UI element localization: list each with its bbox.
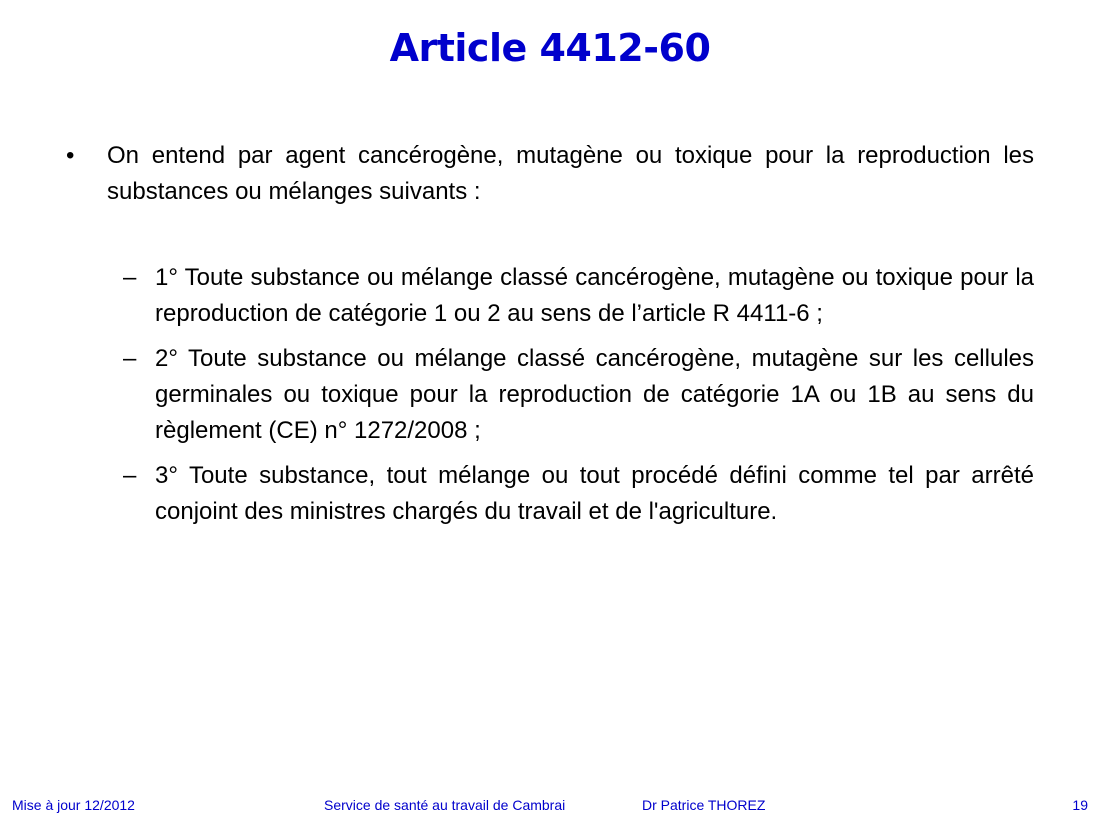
slide-title: Article 4412-60	[389, 26, 711, 70]
sub-item-text: 2° Toute substance ou mélange classé cancérogène, mutagène sur les cellules germinales ou toxique pour la reproduction de catégorie 1A ou 1B au sens du règlement (CE) n° 1272/2008 ;	[155, 345, 1034, 444]
sub-item-2	[66, 341, 1034, 449]
footer-service-name: Service de santé au travail de Cambrai	[324, 797, 566, 813]
bullet-intro	[66, 138, 1034, 210]
footer-update-date: Mise à jour 12/2012	[12, 797, 135, 813]
sub-item-text: 3° Toute substance, tout mélange ou tout procédé défini comme tel par arrêté conjoint des ministres chargés du travail et de l'agriculture.	[155, 462, 1034, 525]
dash-marker: –	[123, 264, 137, 291]
intro-text: On entend par agent cancérogène, mutagène ou toxique pour la reproduction les substances ou mélanges suivants :	[107, 142, 1034, 205]
dash-marker: –	[123, 462, 137, 489]
sub-item-3	[66, 458, 1034, 530]
sub-item-list	[66, 260, 1034, 530]
bullet-marker: •	[66, 142, 75, 169]
footer-page-number: 19	[1072, 797, 1088, 813]
dash-marker: –	[123, 345, 137, 372]
sub-item-1	[66, 260, 1034, 332]
slide-footer	[0, 794, 1100, 816]
sub-item-text: 1° Toute substance ou mélange classé cancérogène, mutagène ou toxique pour la reproduction de catégorie 1 ou 2 au sens de l’article R 4411-6 ;	[155, 264, 1034, 327]
footer-author: Dr Patrice THOREZ	[642, 797, 766, 813]
slide-body	[66, 138, 1034, 539]
